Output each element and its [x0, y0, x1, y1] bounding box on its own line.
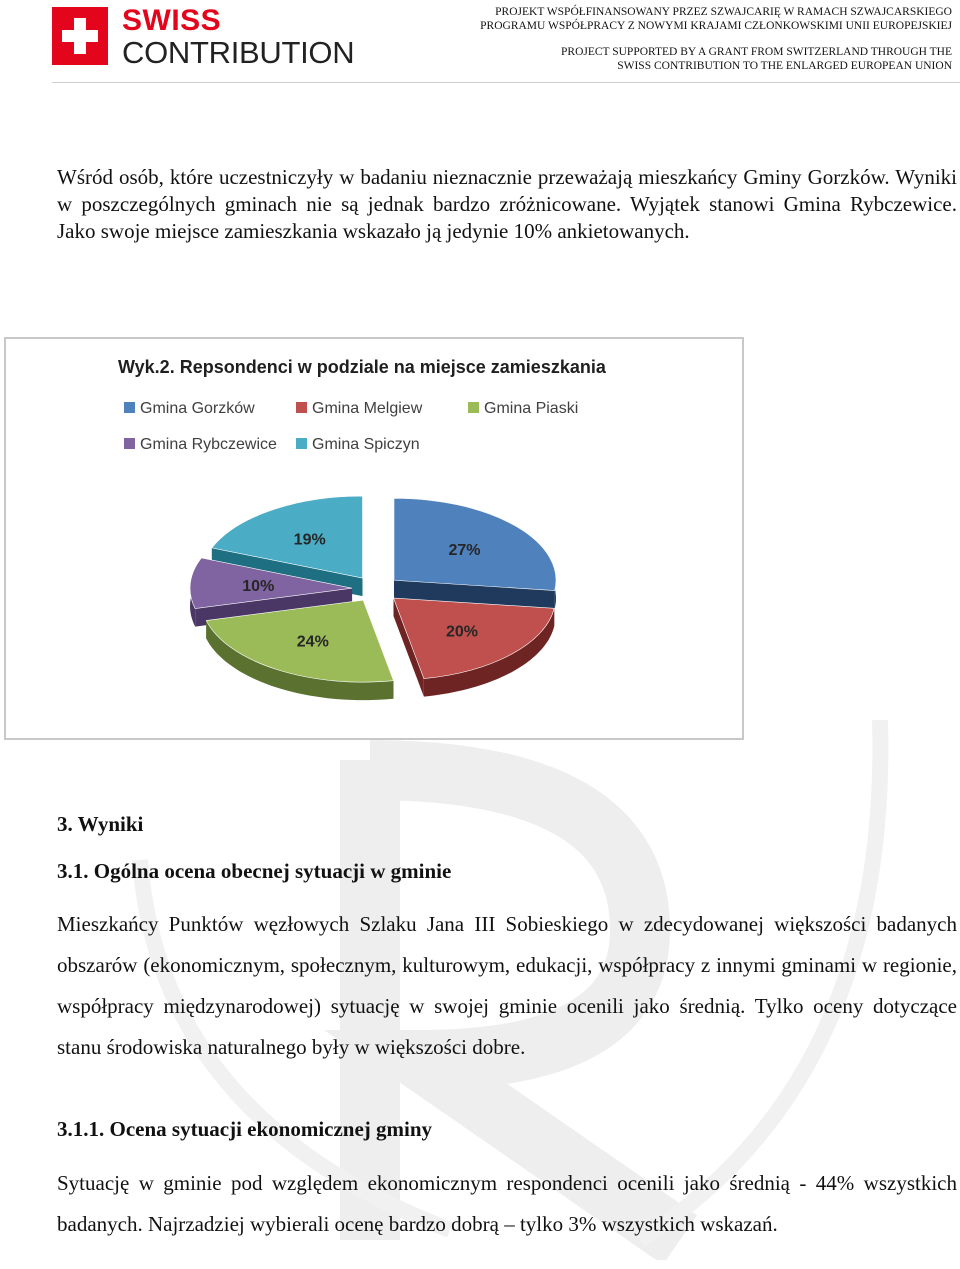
data-label: 20%: [445, 623, 479, 641]
legend-entry: Gmina Gorzków: [140, 400, 255, 417]
legend-swatch: [296, 402, 307, 413]
logo-text-contribution: CONTRIBUTION: [122, 35, 355, 70]
swiss-flag-logo: [52, 7, 108, 65]
legend-swatch: [468, 402, 479, 413]
data-label: 10%: [242, 578, 275, 596]
header-line-1: PROJEKT WSPÓŁFINANSOWANY PRZEZ SZWAJCARIĘ W RAMACH SZWAJCARSKIEGO: [495, 6, 952, 18]
subsubsection-heading: 3.1.1. Ocena sytuacji ekonomicznej gminy: [57, 1117, 433, 1141]
header-line-2: PROGRAMU WSPÓŁPRACY Z NOWYMI KRAJAMI CZŁONKOWSKIMI UNII EUROPEJSKIEJ: [480, 20, 952, 32]
header-line-3: PROJECT SUPPORTED BY A GRANT FROM SWITZERLAND THROUGH THE: [561, 46, 952, 58]
section-heading: 3. Wyniki: [57, 812, 144, 836]
subsection-heading: 3.1. Ogólna ocena obecnej sytuacji w gminie: [57, 859, 452, 883]
paragraph-overall-assessment: Mieszkańcy Punktów węzłowych Szlaku Jana III Sobieskiego w zdecydowanej większości badanych obszarów (ekonomicznym, społecznym, kulturowym, edukacji, współpracy z innymi gminami w regionie, współpracy międzynarodowej) sytuację w swojej gminie ocenili jako średnią. Tylko oceny dotyczące stanu środowiska naturalnego były w większości dobre.: [57, 912, 957, 1059]
paragraph-economic-assessment: Sytuację w gminie pod względem ekonomicznym respondenci ocenili jako średnią - 44% wszystkich badanych. Najrzadziej wybierali ocenę bardzo dobrą – tylko 3% wszystkich wskazań.: [57, 1171, 957, 1236]
legend-entry: Gmina Rybczewice: [140, 436, 277, 453]
data-label: 24%: [296, 633, 329, 651]
logo-text-swiss: SWISS: [122, 4, 222, 37]
legend-entry: Gmina Melgiew: [312, 400, 423, 417]
intro-paragraph: Wśród osób, które uczestniczyły w badaniu nieznacznie przeważają mieszkańcy Gminy Gorzków. Wyniki w poszczególnych gminach nie są jednak bardzo zróżnicowane. Wyjątek stanowi Gmina Rybczewice. Jako swoje miejsce zamieszkania wskazało ją jedynie 10% ankietowanych.: [57, 165, 957, 243]
pie-chart: [6, 339, 742, 738]
header-polish-note: [480, 5, 952, 33]
header-line-4: SWISS CONTRIBUTION TO THE ENLARGED EUROPEAN UNION: [617, 60, 952, 72]
header-divider: [52, 82, 960, 83]
data-label: 27%: [448, 541, 481, 559]
data-label: 19%: [293, 531, 326, 549]
pie-slice: [393, 598, 554, 697]
header-english-note: [561, 45, 952, 73]
legend-entry: Gmina Piaski: [484, 400, 579, 417]
legend-swatch: [124, 402, 135, 413]
legend-swatch: [296, 438, 307, 449]
page-header: [0, 0, 960, 86]
chart-title: Wyk.2. Repsondenci w podziale na miejsce zamieszkania: [118, 357, 606, 377]
pie-chart-frame: [4, 337, 744, 740]
legend-swatch: [124, 438, 135, 449]
legend-entry: Gmina Spiczyn: [312, 436, 420, 453]
